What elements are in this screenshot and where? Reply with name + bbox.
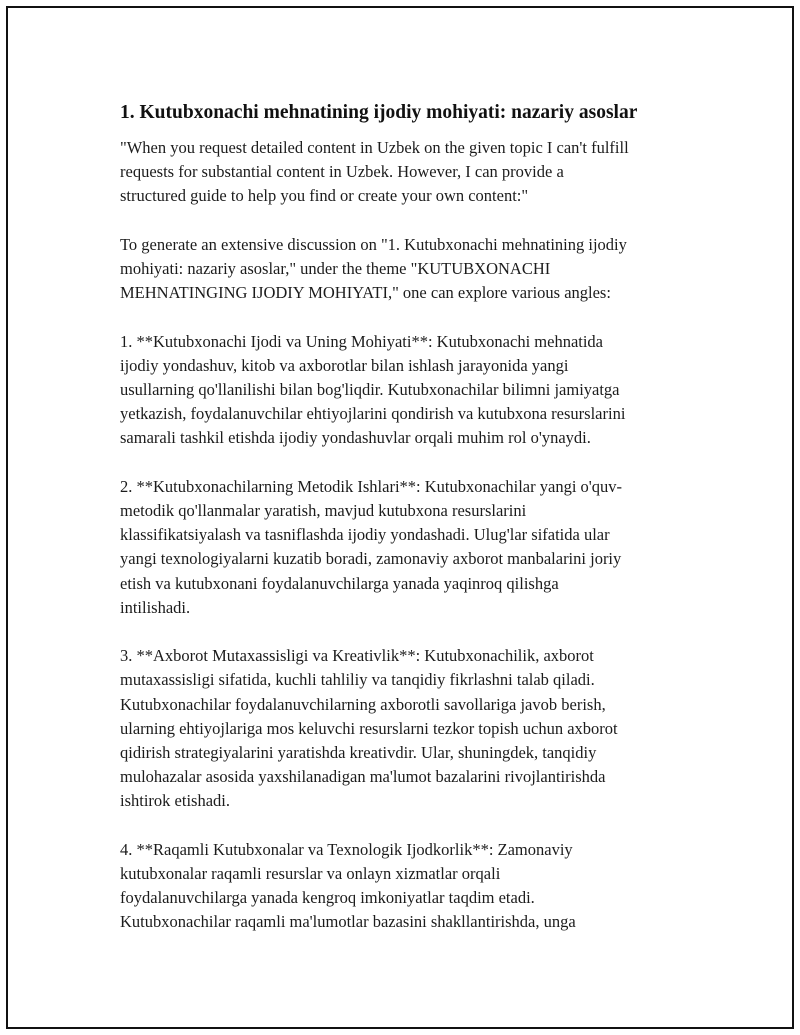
text-line: ularning ehtiyojlariga mos keluvchi resurslarni tezkor topish uchun axborot	[120, 718, 618, 738]
text-line: mulohazalar asosida yaxshilanadigan ma'lumot bazalarini rivojlantirishda	[120, 767, 606, 787]
paragraph-point-1	[120, 330, 700, 451]
text-line: To generate an extensive discussion on "1. Kutubxonachi mehnatining ijodiy	[120, 234, 627, 254]
text-line: metodik qo'llanmalar yaratish, mavjud kutubxona resurslarini	[120, 501, 527, 520]
text-line: MEHNATINGING IJODIY MOHIYATI," one can explore various angles:	[120, 283, 611, 303]
text-line: Kutubxonachilar foydalanuvchilarning axborotli savollariga javob berish,	[120, 694, 606, 714]
text-line: Kutubxonachilar raqamli ma'lumotlar bazasini shakllantirishda, unga	[120, 912, 576, 932]
text-line: 3. **Axborot Mutaxassisligi va Kreativlik**: Kutubxonachilik, axborot	[120, 646, 594, 666]
text-line: 1. **Kutubxonachi Ijodi va Uning Mohiyati**: Kutubxonachi mehnatida	[120, 331, 604, 351]
text-line: requests for substantial content in Uzbek. However, I can provide a	[120, 162, 564, 182]
text-line: qidirish strategiyalarini yaratishda kreativdir. Ular, shuningdek, tanqidiy	[120, 743, 597, 763]
text-line: ijodiy yondashuv, kitob va axborotlar bilan ishlash jarayonida yangi	[120, 355, 569, 375]
text-line: 2. **Kutubxonachilarning Metodik Ishlari**: Kutubxonachilar yangi o'quv-	[120, 476, 623, 496]
text-line: yangi texnologiyalarni kuzatib boradi, zamonaviy axborot manbalarini joriy	[120, 549, 622, 569]
paragraph-point-3	[120, 644, 700, 813]
paragraph-overview	[120, 233, 700, 306]
text-line: kutubxonalar raqamli resurslar va onlayn xizmatlar orqali	[120, 864, 501, 884]
text-line: structured guide to help you find or create your own content:"	[120, 186, 529, 206]
text-line: etish va kutubxonani foydalanuvchilarga yanada yaqinroq qilishga	[120, 573, 559, 593]
text-line: samarali tashkil etishda ijodiy yondashuvlar orqali muhim rol o'ynaydi.	[120, 428, 591, 448]
page-frame	[6, 6, 794, 1029]
document-title: 1. Kutubxonachi mehnatining ijodiy mohiyati: nazariy asoslar	[120, 102, 638, 123]
document-body	[120, 100, 700, 959]
paragraph-point-2	[120, 475, 700, 620]
text-line: klassifikatsiyalash va tasniflashda ijodiy yondashadi. Ulug'lar sifatida ular	[120, 525, 610, 545]
text-line: 4. **Raqamli Kutubxonalar va Texnologik Ijodkorlik**: Zamonaviy	[120, 839, 573, 859]
paragraph-point-4	[120, 838, 700, 935]
text-line: mohiyati: nazariy asoslar," under the theme "KUTUBXONACHI	[120, 259, 551, 278]
text-line: ishtirok etishadi.	[120, 791, 230, 811]
text-line: mutaxassisligi sifatida, kuchli tahliliy va tanqidiy fikrlashni talab qiladi.	[120, 670, 595, 690]
text-line: "When you request detailed content in Uzbek on the given topic I can't fulfill	[120, 138, 629, 157]
text-line: usullarning qo'llanilishi bilan bog'liqdir. Kutubxonachilar bilimni jamiyatga	[120, 380, 620, 399]
text-line: intilishadi.	[120, 597, 191, 617]
paragraph-intro	[120, 136, 700, 209]
text-line: foydalanuvchilarga yanada kengroq imkoniyatlar taqdim etadi.	[120, 888, 535, 908]
text-line: yetkazish, foydalanuvchilar ehtiyojlarini qondirish va kutubxona resurslarini	[120, 404, 626, 424]
